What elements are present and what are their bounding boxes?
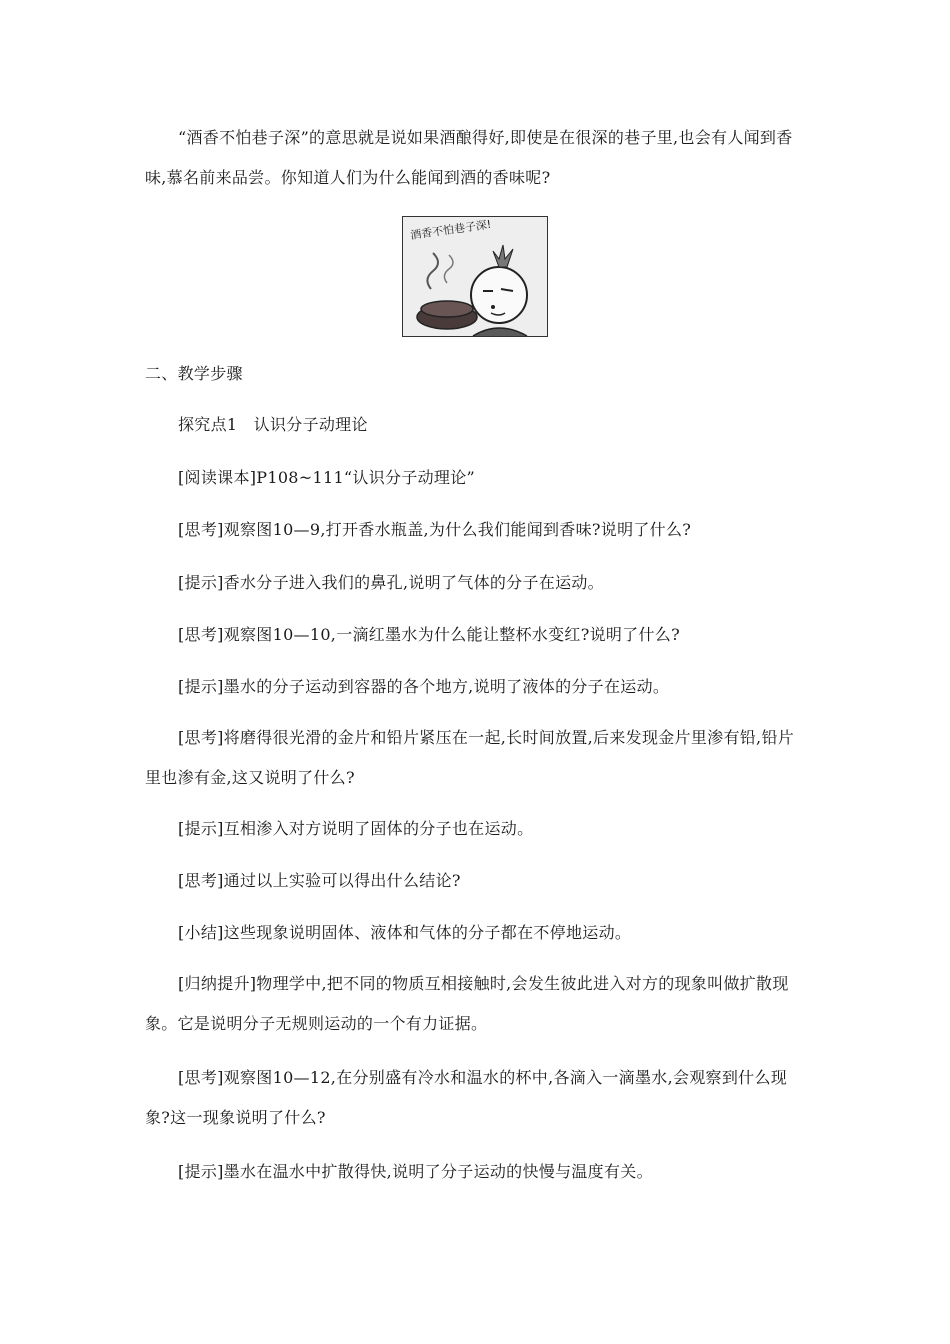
cartoon-illustration <box>402 216 548 337</box>
reading-instruction: [阅读课本]P108~111“认识分子动理论” <box>178 468 475 487</box>
section-heading: 二、教学步骤 <box>145 364 243 383</box>
summary: [小结]这些现象说明固体、液体和气体的分子都在不停地运动。 <box>178 923 632 942</box>
induction: [归纳提升]物理学中,把不同的物质互相接触时,会发生彼此进入对方的现象叫做扩散现象。它是说明分子无规则运动的一个有力证据。 <box>145 974 789 1033</box>
question-2: [思考]观察图10—10,一滴红墨水为什么能让整杯水变红?说明了什么? <box>178 625 680 644</box>
topic-heading: 探究点1 认识分子动理论 <box>178 415 368 434</box>
question-1: [思考]观察图10—9,打开香水瓶盖,为什么我们能闻到香味?说明了什么? <box>178 520 692 539</box>
question-5: [思考]观察图10—12,在分别盛有冷水和温水的杯中,各滴入一滴墨水,会观察到什么现象?这一现象说明了什么? <box>145 1068 788 1127</box>
hint-2: [提示]墨水的分子运动到容器的各个地方,说明了液体的分子在运动。 <box>178 677 670 696</box>
hint-5: [提示]墨水在温水中扩散得快,说明了分子运动的快慢与温度有关。 <box>178 1162 653 1181</box>
handwritten-caption: 酒香不怕巷子深! <box>409 217 493 242</box>
hint-3: [提示]互相渗入对方说明了固体的分子也在运动。 <box>178 819 534 838</box>
question-4: [思考]通过以上实验可以得出什么结论? <box>178 871 461 890</box>
intro-paragraph: “酒香不怕巷子深”的意思就是说如果酒酿得好,即使是在很深的巷子里,也会有人闻到香味,慕名前来品尝。你知道人们为什么能闻到酒的香味呢? <box>145 128 793 187</box>
cartoon-drawing <box>403 217 547 336</box>
hint-1: [提示]香水分子进入我们的鼻孔,说明了气体的分子在运动。 <box>178 573 604 592</box>
question-3: [思考]将磨得很光滑的金片和铅片紧压在一起,长时间放置,后来发现金片里渗有铅,铅片里也渗有金,这又说明了什么? <box>145 728 795 787</box>
